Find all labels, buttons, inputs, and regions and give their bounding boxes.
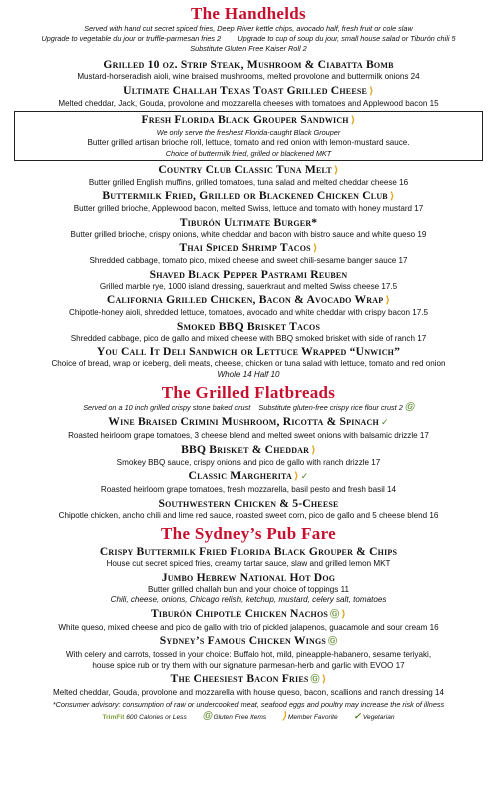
menu-item-name: Grilled 10 oz. Strip Steak, Mushroom & Ciabatta Bomb	[103, 58, 394, 71]
menu-item-name: Jumbo Hebrew National Hot Dog	[161, 570, 336, 584]
member-favorite-icon: ⟩	[369, 85, 374, 97]
menu-item-desc: Butter grilled brioche, crispy onions, white cheddar and bacon with bistro sauce and white queso 19	[70, 229, 427, 239]
menu-item-desc: Mustard-horseradish aioli, wine braised mushrooms, melted provolone and buttermilk onions 24	[77, 72, 420, 81]
menu-item-desc: Melted cheddar, Jack, Gouda, provolone and mozzarella cheeses with tomatoes and Applewood bacon 15	[58, 98, 439, 108]
member-favorite-icon: ⟩	[312, 243, 318, 254]
menu-item-desc: House cut secret spiced fries, creamy tartar sauce, slaw and grilled lemon MKT	[106, 559, 391, 568]
member-favorite-icon: ⟩	[282, 710, 286, 722]
legend-label: Member Favorite	[287, 713, 338, 721]
menu-item-desc: Shredded cabbage, pico de gallo and mixed cheese with BBQ smoked brisket with side of ranch 17	[70, 333, 427, 343]
menu-item-desc: With celery and carrots, tossed in your choice: Buffalo hot, mild, pineapple-habanero, sesame teriyaki,	[65, 650, 432, 659]
section-title-flatbreads: The Grilled Flatbreads	[161, 383, 336, 402]
featured-note: We only serve the freshest Florida-caught Black Grouper	[156, 128, 341, 137]
menu-item-desc: Choice of bread, wrap or iceberg, deli meats, cheese, chicken or tuna salad with lettuce, tomato and red onion	[51, 359, 446, 368]
vegetarian-icon: ✓	[380, 418, 389, 428]
gluten-free-icon: Ⓖ	[404, 403, 414, 413]
menu-item-name	[4, 240, 493, 256]
menu-item-desc: Chipotle-honey aioli, shredded lettuce, tomatoes, avocado and white cheddar with crispy bacon 17.5	[68, 308, 429, 317]
member-favorite-icon: ⟩	[293, 471, 299, 482]
menu-item-name: Smoked BBQ Brisket Tacos	[176, 319, 321, 333]
menu-item-name: Tiburón Ultimate Burger*	[179, 215, 318, 229]
legend-vegetarian	[353, 710, 395, 721]
member-favorite-icon: ⟩	[321, 674, 327, 685]
vegetarian-icon: ✓	[300, 472, 309, 482]
menu-item-desc: Roasted heirloom grape tomatoes, 3 cheese blend and melted sweet onions with balsamic drizzle 17	[68, 431, 429, 440]
menu-item-name	[4, 162, 493, 178]
menu-item-name	[4, 606, 493, 623]
menu-item-desc: Butter grilled challah bun and your choice of toppings 11	[148, 584, 349, 594]
member-favorite-icon: ⟩	[341, 608, 347, 620]
menu-item-desc: Butter grilled brioche, Applewood bacon, melted Swiss, lettuce and tomato with honey mustard 17	[73, 204, 424, 213]
menu-item-desc: Whole 14 Half 10	[217, 369, 280, 379]
menu-item-desc: Smokey BBQ sauce, crispy onions and pico de gallo with ranch drizzle 17	[116, 457, 381, 467]
icon-legend	[4, 711, 493, 723]
gluten-free-icon: Ⓖ	[328, 637, 338, 647]
menu-item-name: You Call It Deli Sandwich or Lettuce Wrapped “Unwich”	[96, 345, 401, 358]
menu-item-name-text: Country Club Classic Tuna Melt	[158, 162, 332, 176]
menu-item-name	[4, 414, 493, 431]
member-favorite-icon: ⟩	[333, 164, 339, 176]
menu-item-desc: Roasted heirloom grape tomatoes, fresh mozzarella, basil pesto and fresh basil 14	[100, 485, 397, 494]
menu-item-name-text: Wine Braised Crimini Mushroom, Ricotta & Spinach	[108, 415, 379, 428]
member-favorite-icon: ⟩	[389, 191, 395, 202]
legend-label: 600 Calories or Less	[126, 713, 187, 721]
menu-item-desc: Grilled marble rye, 1000 island dressing, sauerkraut and melted Swiss cheese 17.5	[99, 281, 398, 291]
gluten-free-icon: Ⓖ	[310, 675, 320, 685]
menu-item-desc: house spice rub or try them with our signature parmesan-herb and garlic with EVOO 17	[92, 660, 405, 670]
handhelds-note: Substitute Gluten Free Kaiser Roll 2	[190, 44, 307, 53]
menu-item-name-text: The Cheesiest Bacon Fries	[170, 672, 309, 685]
menu-item-name	[17, 112, 480, 128]
menu-item-name-text: Ultimate Challah Texas Toast Grilled Cheese	[123, 83, 368, 97]
featured-item-box	[14, 111, 483, 161]
menu-item-name-text: California Grilled Chicken, Bacon & Avocado Wrap	[106, 293, 384, 306]
menu-item-desc: Melted cheddar, Gouda, provolone and mozzarella with house queso, bacon, scallions and ranch dressing 14	[53, 688, 444, 697]
menu-item-name: Crispy Buttermilk Fried Florida Black Grouper & Chips	[99, 545, 398, 558]
menu-item-desc: Chipotle chicken, ancho chili and lime red sauce, roasted sweet corn, pico de gallo and 5 cheese blend 16	[58, 510, 439, 520]
consumer-advisory: *Consumer advisory: consumption of raw or undercooked meat, seafood eggs and poultry may increase the risk of illness	[52, 699, 445, 709]
handhelds-note: Upgrade to vegetable du jour or truffle-parmesan fries 2 Upgrade to cup of soup du jour, small house salad or Tiburón chili 5	[41, 34, 456, 43]
flatbreads-note-text: Served on a 10 inch grilled crispy stone baked crust Substitute gluten-free crispy rice flour crust 2	[83, 403, 403, 412]
featured-note: Choice of buttermilk fried, grilled or blackened MKT	[165, 148, 332, 158]
menu-item-name: Southwestern Chicken & 5-Cheese	[158, 496, 339, 510]
legend-label: Gluten Free Items	[213, 713, 267, 721]
menu-item-desc: Butter grilled English muffins, grilled tomatoes, tuna salad and melted cheddar cheese 16	[88, 177, 409, 187]
menu-item-name-text: Sydney’s Famous Chicken Wings	[159, 634, 327, 647]
handhelds-note: Served with hand cut secret spiced fries, Deep River kettle chips, avocado half, fresh fruit or cole slaw	[84, 24, 413, 33]
menu-item-desc: Chili, cheese, onions, Chicago relish, ketchup, mustard, celery salt, tomatoes	[110, 595, 387, 604]
menu-item-name-text: Buttermilk Fried, Grilled or Blackened Chicken Club	[102, 189, 388, 202]
menu-item-desc: White queso, mixed cheese and pico de gallo with trio of pickled jalapenos, guacamole and sour cream 16	[58, 622, 439, 632]
flatbreads-note	[4, 403, 493, 413]
gluten-free-icon: Ⓖ	[330, 609, 340, 620]
menu-item-name	[4, 292, 493, 308]
section-title-handhelds: The Handhelds	[191, 4, 306, 23]
menu-item-name	[4, 188, 493, 204]
legend-favorite	[282, 710, 338, 722]
menu-item-name-text: Tiburón Chipotle Chicken Nachos	[150, 606, 329, 620]
member-favorite-icon: ⟩	[385, 295, 391, 306]
menu-item-name-text: Thai Spiced Shrimp Tacos	[179, 241, 311, 254]
member-favorite-icon: ⟩	[311, 444, 316, 456]
menu-item-name	[4, 468, 493, 485]
menu-item-name	[4, 671, 493, 688]
gluten-free-icon: Ⓖ	[202, 710, 212, 721]
menu-item-name-text: Classic Margherita	[188, 469, 292, 482]
menu-item-name: Shaved Black Pepper Pastrami Reuben	[149, 267, 348, 281]
legend-label: Vegetarian	[362, 713, 395, 721]
legend-gluten-free	[202, 710, 267, 721]
vegetarian-icon: ✓	[353, 710, 362, 721]
member-favorite-icon: ⟩	[350, 115, 356, 126]
menu-item-name-text: Fresh Florida Black Grouper Sandwich	[141, 113, 349, 126]
menu-item-name	[4, 633, 493, 650]
trimfit-icon: TrimFit	[102, 713, 125, 721]
menu-item-name	[4, 83, 493, 99]
menu-item-desc: Butter grilled artisan brioche roll, lettuce, tomato and red onion with lemon-mustard sauce.	[87, 138, 410, 147]
menu-item-desc: Shredded cabbage, tomato pico, mixed cheese and sweet chili-sesame banger sauce 17	[89, 256, 408, 265]
menu-item-name	[4, 442, 493, 458]
legend-trimfit	[102, 714, 186, 721]
menu-item-name-text: BBQ Brisket & Cheddar	[181, 442, 310, 456]
section-title-pub-fare: The Sydney’s Pub Fare	[161, 524, 336, 543]
